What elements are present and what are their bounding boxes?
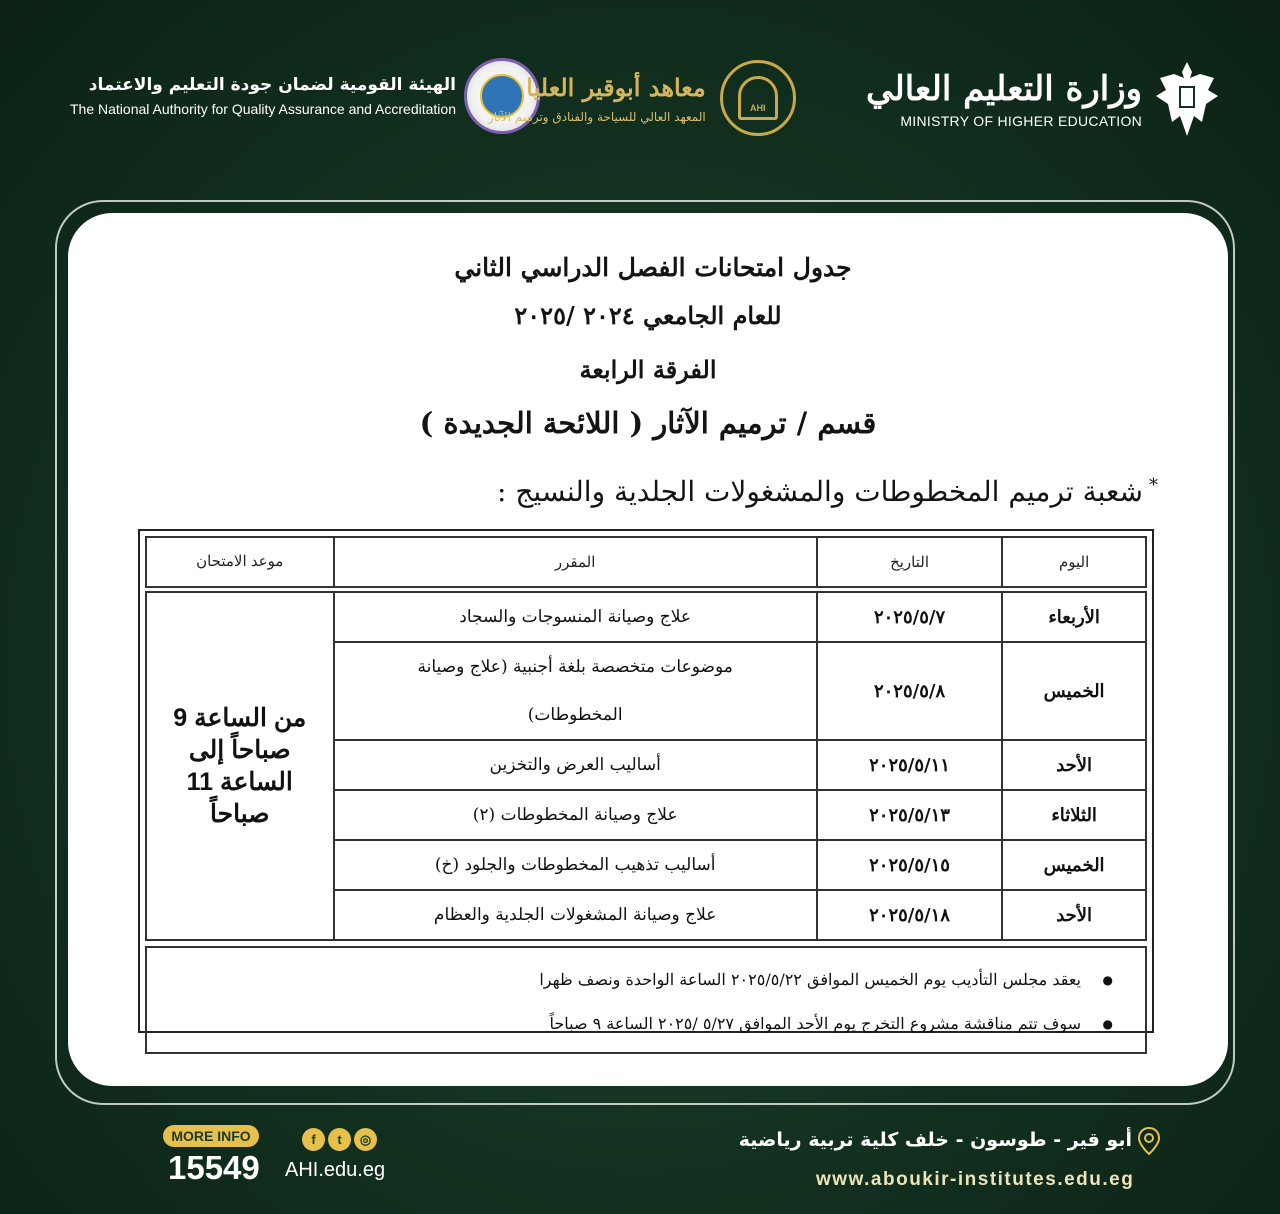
row-date: ٢٠٢٥/٥/١٥ xyxy=(817,840,1002,890)
row-day: الثلاثاء xyxy=(1002,790,1146,840)
naqaae-name-en: The National Authority for Quality Assurance and Accreditation xyxy=(70,101,456,117)
row-day: الأحد xyxy=(1002,890,1146,940)
header-course: المقرر xyxy=(334,537,817,587)
note-item: ● يعقد مجلس التأديب يوم الخميس الموافق ٢٠٢٥/٥/٢٢ الساعة الواحدة ونصف ظهرا xyxy=(187,958,1125,1002)
row-course: موضوعات متخصصة بلغة أجنبية (علاج وصيانة المخطوطات) xyxy=(334,642,817,740)
asterisk-icon: * xyxy=(1149,475,1158,496)
row-course: أساليب تذهيب المخطوطات والجلود (خ) xyxy=(334,840,817,890)
row-course: علاج وصيانة المشغولات الجلدية والعظام xyxy=(334,890,817,940)
header xyxy=(0,0,1280,200)
more-info-badge: MORE INFO xyxy=(163,1125,259,1147)
website-link[interactable]: www.aboukir-institutes.edu.eg xyxy=(816,1169,1135,1190)
institute-name: معاهد أبوقير العليا xyxy=(526,72,706,102)
ministry-name-ar: وزارة التعليم العالي xyxy=(866,69,1143,109)
notes-box xyxy=(145,946,1147,1054)
table-row xyxy=(146,592,1146,642)
note-item: ● سوف تتم مناقشة مشروع التخرج يوم الأحد الموافق ٥/٢٧ /٢٠٢٥ الساعة ٩ صباحاً xyxy=(187,1002,1125,1046)
aboukir-institutes-logo xyxy=(488,60,796,136)
row-day: الأحد xyxy=(1002,740,1146,790)
eagle-emblem-icon xyxy=(1152,56,1222,142)
row-date: ٢٠٢٥/٥/١٨ xyxy=(817,890,1002,940)
twitter-icon[interactable]: t xyxy=(328,1128,351,1151)
row-day: الأربعاء xyxy=(1002,592,1146,642)
short-site-link[interactable]: AHI.edu.eg xyxy=(285,1159,386,1181)
row-day: الخميس xyxy=(1002,840,1146,890)
row-day: الخميس xyxy=(1002,642,1146,740)
row-date: ٢٠٢٥/٥/١٣ xyxy=(817,790,1002,840)
schedule-card xyxy=(68,213,1228,1086)
institute-subtitle: المعهد العالي للسياحة والفنادق وترميم الآثار xyxy=(488,109,706,124)
section-title: *شعبة ترميم المخطوطات والمشغولات الجلدية والنسيج : xyxy=(496,475,1158,508)
row-course: أساليب العرض والتخزين xyxy=(334,740,817,790)
location-pin-icon xyxy=(1138,1127,1160,1155)
footer xyxy=(0,1105,1280,1214)
naqaae-logo xyxy=(70,58,540,134)
row-course: علاج وصيانة المخطوطات (٢) xyxy=(334,790,817,840)
ministry-name-en: MINISTRY OF HIGHER EDUCATION xyxy=(900,113,1143,129)
row-date: ٢٠٢٥/٥/١١ xyxy=(817,740,1002,790)
address-text: أبو قير - طوسون - خلف كلية تربية رياضية xyxy=(738,1129,1132,1151)
row-course: علاج وصيانة المنسوجات والسجاد xyxy=(334,592,817,642)
ministry-logo xyxy=(866,56,1222,142)
instagram-icon[interactable]: ◎ xyxy=(354,1128,377,1151)
row-date: ٢٠٢٥/٥/٧ xyxy=(817,592,1002,642)
ahi-emblem-icon: AHI xyxy=(720,60,796,136)
schedule-table-frame xyxy=(138,529,1154,1033)
level-title: الفرقة الرابعة xyxy=(579,355,717,384)
schedule-title: جدول امتحانات الفصل الدراسي الثاني xyxy=(454,253,852,282)
row-date: ٢٠٢٥/٥/٨ xyxy=(817,642,1002,740)
hotline-number[interactable]: 15549 xyxy=(168,1149,260,1186)
exam-time: من الساعة 9 صباحاً إلى الساعة 11 صباحاً xyxy=(146,592,334,940)
academic-year: للعام الجامعي ٢٠٢٤ /٢٠٢٥ xyxy=(514,301,782,330)
header-time: موعد الامتحان xyxy=(146,537,334,587)
header-date: التاريخ xyxy=(817,537,1002,587)
schedule-table xyxy=(145,536,1147,941)
social-icons xyxy=(302,1128,377,1151)
facebook-icon[interactable]: f xyxy=(302,1128,325,1151)
header-day: اليوم xyxy=(1002,537,1146,587)
department-title: قسم / ترميم الآثار ( اللائحة الجديدة ) xyxy=(419,406,877,440)
naqaae-name-ar: الهيئة القومية لضمان جودة التعليم والاعتماد xyxy=(88,75,456,95)
